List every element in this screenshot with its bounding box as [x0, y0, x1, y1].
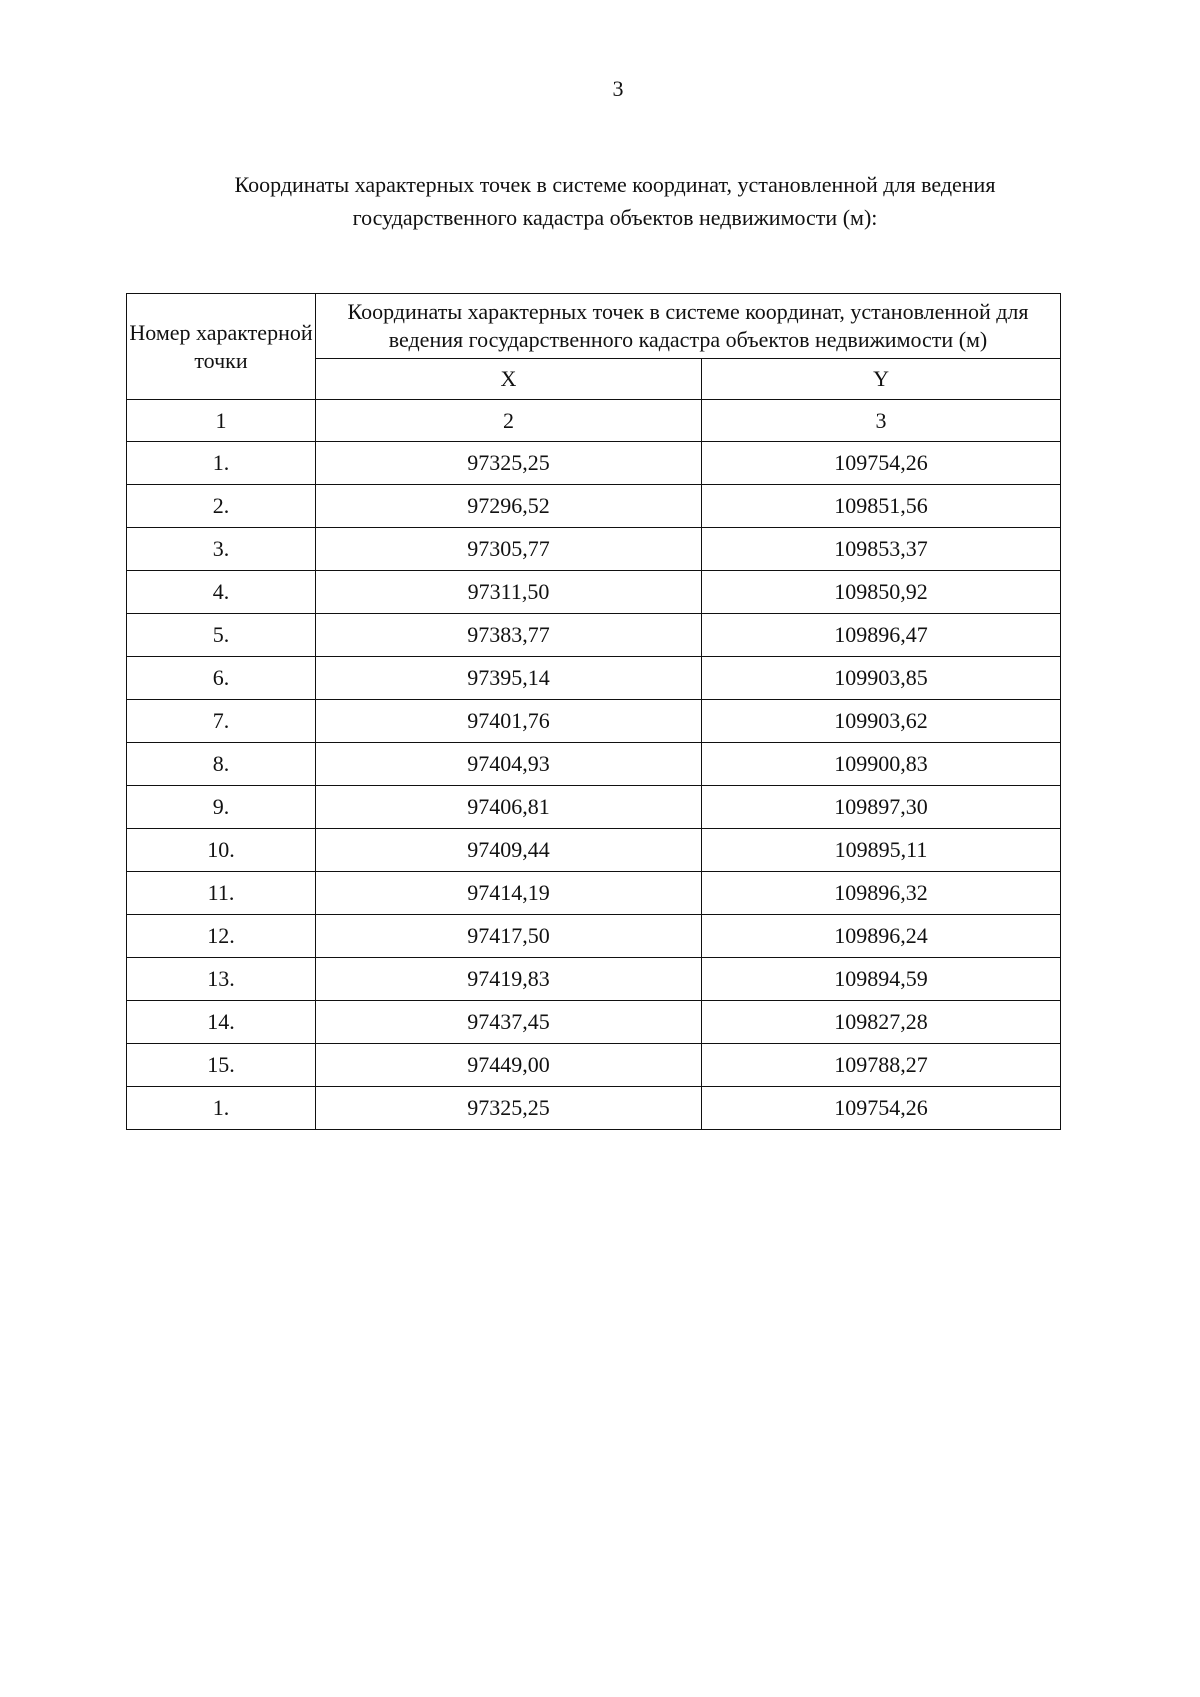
y-coordinate-cell: 109827,28 — [702, 1001, 1061, 1044]
x-coordinate-cell: 97311,50 — [316, 571, 702, 614]
y-coordinate-cell: 109853,37 — [702, 528, 1061, 571]
point-number-cell: 12. — [127, 915, 316, 958]
table-row — [127, 1087, 1061, 1130]
point-number-cell: 11. — [127, 872, 316, 915]
point-number-cell: 13. — [127, 958, 316, 1001]
x-coordinate-cell: 97401,76 — [316, 700, 702, 743]
y-coordinate-cell: 109896,32 — [702, 872, 1061, 915]
table-row — [127, 657, 1061, 700]
table-row — [127, 442, 1061, 485]
y-coordinate-cell: 109851,56 — [702, 485, 1061, 528]
table-row — [127, 958, 1061, 1001]
x-coordinate-cell: 97325,25 — [316, 1087, 702, 1130]
table-body — [127, 400, 1061, 1130]
point-number-cell: 10. — [127, 829, 316, 872]
column-index-3: 3 — [702, 400, 1061, 442]
table-row — [127, 1044, 1061, 1087]
y-coordinate-cell: 109897,30 — [702, 786, 1061, 829]
x-coordinate-cell: 97449,00 — [316, 1044, 702, 1087]
x-coordinate-cell: 97395,14 — [316, 657, 702, 700]
point-number-cell: 1. — [127, 1087, 316, 1130]
coordinates-table — [126, 293, 1061, 1130]
y-coordinate-cell: 109894,59 — [702, 958, 1061, 1001]
point-number-cell: 1. — [127, 442, 316, 485]
header-point-number: Номер характерной точки — [127, 294, 316, 400]
point-number-cell: 8. — [127, 743, 316, 786]
x-coordinate-cell: 97409,44 — [316, 829, 702, 872]
point-number-cell: 14. — [127, 1001, 316, 1044]
y-coordinate-cell: 109754,26 — [702, 442, 1061, 485]
table-row — [127, 915, 1061, 958]
y-coordinate-cell: 109788,27 — [702, 1044, 1061, 1087]
x-coordinate-cell: 97406,81 — [316, 786, 702, 829]
x-coordinate-cell: 97296,52 — [316, 485, 702, 528]
table-row — [127, 743, 1061, 786]
point-number-cell: 9. — [127, 786, 316, 829]
x-coordinate-cell: 97437,45 — [316, 1001, 702, 1044]
table-row — [127, 786, 1061, 829]
y-coordinate-cell: 109754,26 — [702, 1087, 1061, 1130]
table-row — [127, 829, 1061, 872]
point-number-cell: 3. — [127, 528, 316, 571]
y-coordinate-cell: 109903,62 — [702, 700, 1061, 743]
y-coordinate-cell: 109896,47 — [702, 614, 1061, 657]
header-y: Y — [702, 359, 1061, 400]
y-coordinate-cell: 109900,83 — [702, 743, 1061, 786]
column-index-2: 2 — [316, 400, 702, 442]
table-row — [127, 571, 1061, 614]
x-coordinate-cell: 97419,83 — [316, 958, 702, 1001]
y-coordinate-cell: 109850,92 — [702, 571, 1061, 614]
point-number-cell: 6. — [127, 657, 316, 700]
column-index-row — [127, 400, 1061, 442]
document-title: Координаты характерных точек в системе координат, установленной для ведения государственного кадастра объектов недвижимости (м): — [234, 172, 996, 230]
point-number-cell: 5. — [127, 614, 316, 657]
table-row — [127, 1001, 1061, 1044]
x-coordinate-cell: 97414,19 — [316, 872, 702, 915]
x-coordinate-cell: 97417,50 — [316, 915, 702, 958]
y-coordinate-cell: 109896,24 — [702, 915, 1061, 958]
table-row — [127, 485, 1061, 528]
y-coordinate-cell: 109903,85 — [702, 657, 1061, 700]
x-coordinate-cell: 97305,77 — [316, 528, 702, 571]
table-row — [127, 700, 1061, 743]
x-coordinate-cell: 97383,77 — [316, 614, 702, 657]
table-row — [127, 528, 1061, 571]
point-number-cell: 15. — [127, 1044, 316, 1087]
point-number-cell: 2. — [127, 485, 316, 528]
header-x: X — [316, 359, 702, 400]
point-number-cell: 4. — [127, 571, 316, 614]
y-coordinate-cell: 109895,11 — [702, 829, 1061, 872]
page-number: 3 — [612, 76, 624, 101]
x-coordinate-cell: 97404,93 — [316, 743, 702, 786]
point-number-cell: 7. — [127, 700, 316, 743]
x-coordinate-cell: 97325,25 — [316, 442, 702, 485]
table-row — [127, 614, 1061, 657]
column-index-1: 1 — [127, 400, 316, 442]
table-row — [127, 872, 1061, 915]
header-coordinates-group: Координаты характерных точек в системе координат, установленной для ведения государственного кадастра объектов недвижимости (м) — [316, 294, 1061, 359]
